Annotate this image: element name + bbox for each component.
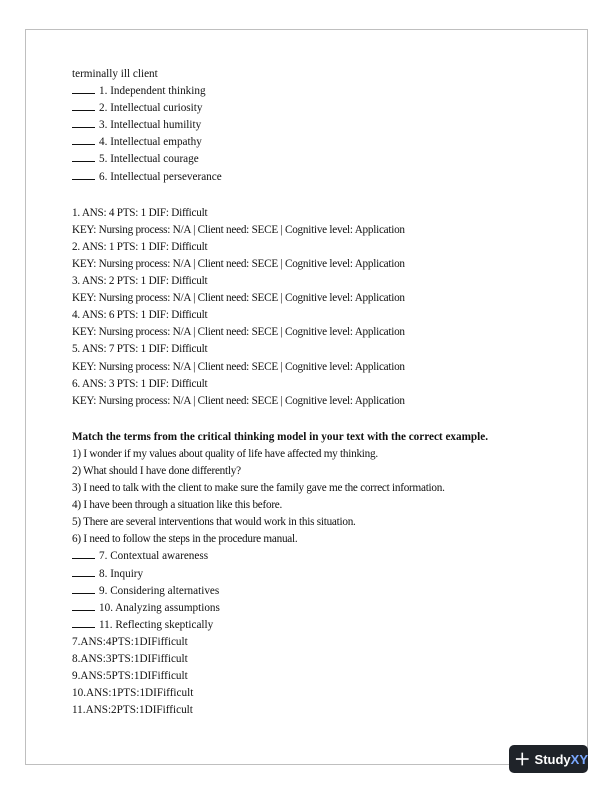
answer-line-text: 7.ANS:4PTS:1DIFifficult bbox=[72, 635, 188, 648]
answer-blank[interactable] bbox=[72, 548, 95, 559]
answer-blank[interactable] bbox=[72, 117, 95, 128]
studyxy-badge[interactable] bbox=[509, 745, 588, 773]
answer-line bbox=[72, 239, 562, 256]
answer-line bbox=[72, 359, 562, 376]
term-item bbox=[72, 617, 562, 634]
answer-line-text: KEY: Nursing process: N/A | Client need: SECE | Cognitive level: Application bbox=[72, 326, 405, 339]
term-item-text: 8. Inquiry bbox=[99, 567, 144, 580]
section-heading: Match the terms from the critical thinking model in your text with the correct example. bbox=[72, 430, 489, 443]
term-item bbox=[72, 134, 562, 151]
term-list-1 bbox=[72, 83, 562, 186]
example-item-text: 1) I wonder if my values about quality of life have affected my thinking. bbox=[72, 447, 378, 460]
term-item-text: 2. Intellectual curiosity bbox=[99, 102, 203, 115]
answer-line-text: 8.ANS:3PTS:1DIFifficult bbox=[72, 653, 188, 665]
answer-line bbox=[72, 324, 562, 341]
answer-line-text: 1. ANS: 4 PTS: 1 DIF: Difficult bbox=[72, 206, 208, 219]
document-body bbox=[72, 66, 562, 719]
term-item bbox=[72, 83, 562, 100]
answer-line-text: 2. ANS: 1 PTS: 1 DIF: Difficult bbox=[72, 240, 208, 253]
term-item bbox=[72, 600, 562, 617]
example-item bbox=[72, 531, 562, 548]
example-item bbox=[72, 480, 562, 497]
example-item-text: 2) What should I have done differently? bbox=[72, 464, 241, 477]
answer-line-text: 4. ANS: 6 PTS: 1 DIF: Difficult bbox=[72, 309, 208, 322]
answer-blank[interactable] bbox=[72, 583, 95, 594]
term-item-text: 3. Intellectual humility bbox=[99, 119, 202, 132]
term-item-text: 1. Independent thinking bbox=[99, 85, 206, 98]
answer-line-text: KEY: Nursing process: N/A | Client need: SECE | Cognitive level: Application bbox=[72, 292, 405, 305]
answer-line bbox=[72, 634, 562, 651]
term-item bbox=[72, 548, 562, 565]
answer-key-1 bbox=[72, 205, 562, 410]
term-item-text: 6. Intellectual perseverance bbox=[99, 170, 222, 183]
header-line: terminally ill client bbox=[72, 68, 158, 80]
term-item bbox=[72, 566, 562, 583]
answer-line-text: KEY: Nursing process: N/A | Client need: SECE | Cognitive level: Application bbox=[72, 394, 405, 407]
example-item bbox=[72, 446, 562, 463]
answer-line-text: KEY: Nursing process: N/A | Client need: SECE | Cognitive level: Application bbox=[72, 257, 405, 270]
example-item-text: 3) I need to talk with the client to make sure the family gave me the correct information. bbox=[72, 482, 445, 495]
answer-line bbox=[72, 341, 562, 358]
answer-blank[interactable] bbox=[72, 134, 95, 145]
answer-line bbox=[72, 685, 562, 702]
term-item-text: 7. Contextual awareness bbox=[99, 550, 209, 563]
term-item-text: 5. Intellectual courage bbox=[99, 153, 199, 166]
answer-blank[interactable] bbox=[72, 600, 95, 611]
answer-blank[interactable] bbox=[72, 617, 95, 628]
term-item bbox=[72, 117, 562, 134]
answer-line bbox=[72, 307, 562, 324]
answer-line-text: 11.ANS:2PTS:1DIFifficult bbox=[72, 704, 193, 717]
term-item-text: 4. Intellectual empathy bbox=[99, 136, 202, 149]
answer-line bbox=[72, 205, 562, 222]
answer-blank[interactable] bbox=[72, 566, 95, 577]
answer-line-text: KEY: Nursing process: N/A | Client need: SECE | Cognitive level: Application bbox=[72, 223, 405, 236]
plus-cross-icon bbox=[515, 751, 530, 767]
answer-line bbox=[72, 702, 562, 719]
answer-line bbox=[72, 273, 562, 290]
answer-line bbox=[72, 256, 562, 273]
term-item bbox=[72, 100, 562, 117]
answer-line-text: 10.ANS:1PTS:1DIFifficult bbox=[72, 687, 194, 700]
term-item bbox=[72, 583, 562, 600]
example-item bbox=[72, 463, 562, 480]
answer-line-text: KEY: Nursing process: N/A | Client need: SECE | Cognitive level: Application bbox=[72, 360, 405, 373]
answer-blank[interactable] bbox=[72, 151, 95, 162]
answer-key-2 bbox=[72, 634, 562, 719]
answer-blank[interactable] bbox=[72, 83, 95, 94]
answer-line-text: 9.ANS:5PTS:1DIFifficult bbox=[72, 670, 188, 683]
spacer bbox=[72, 186, 562, 205]
answer-line bbox=[72, 222, 562, 239]
example-item-text: 4) I have been through a situation like this before. bbox=[72, 499, 283, 512]
term-item-text: 9. Considering alternatives bbox=[99, 584, 220, 597]
answer-line bbox=[72, 651, 562, 668]
answer-line bbox=[72, 393, 562, 410]
example-item-text: 5) There are several interventions that would work in this situation. bbox=[72, 516, 356, 529]
term-item bbox=[72, 169, 562, 186]
badge-brand: StudyXY bbox=[534, 751, 588, 767]
term-item-text: 10. Analyzing assumptions bbox=[99, 601, 220, 614]
answer-line bbox=[72, 290, 562, 307]
answer-line-text: 6. ANS: 3 PTS: 1 DIF: Difficult bbox=[72, 377, 208, 390]
answer-line bbox=[72, 668, 562, 685]
term-item-text: 11. Reflecting skeptically bbox=[99, 618, 214, 631]
answer-line-text: 3. ANS: 2 PTS: 1 DIF: Difficult bbox=[72, 275, 208, 288]
answer-line-text: 5. ANS: 7 PTS: 1 DIF: Difficult bbox=[72, 343, 208, 356]
example-item bbox=[72, 514, 562, 531]
term-item bbox=[72, 151, 562, 168]
spacer bbox=[72, 410, 562, 429]
example-list bbox=[72, 446, 562, 549]
answer-blank[interactable] bbox=[72, 100, 95, 111]
example-item bbox=[72, 497, 562, 514]
example-item-text: 6) I need to follow the steps in the procedure manual. bbox=[72, 533, 298, 546]
term-list-2 bbox=[72, 548, 562, 633]
answer-blank[interactable] bbox=[72, 169, 95, 180]
answer-line bbox=[72, 376, 562, 393]
